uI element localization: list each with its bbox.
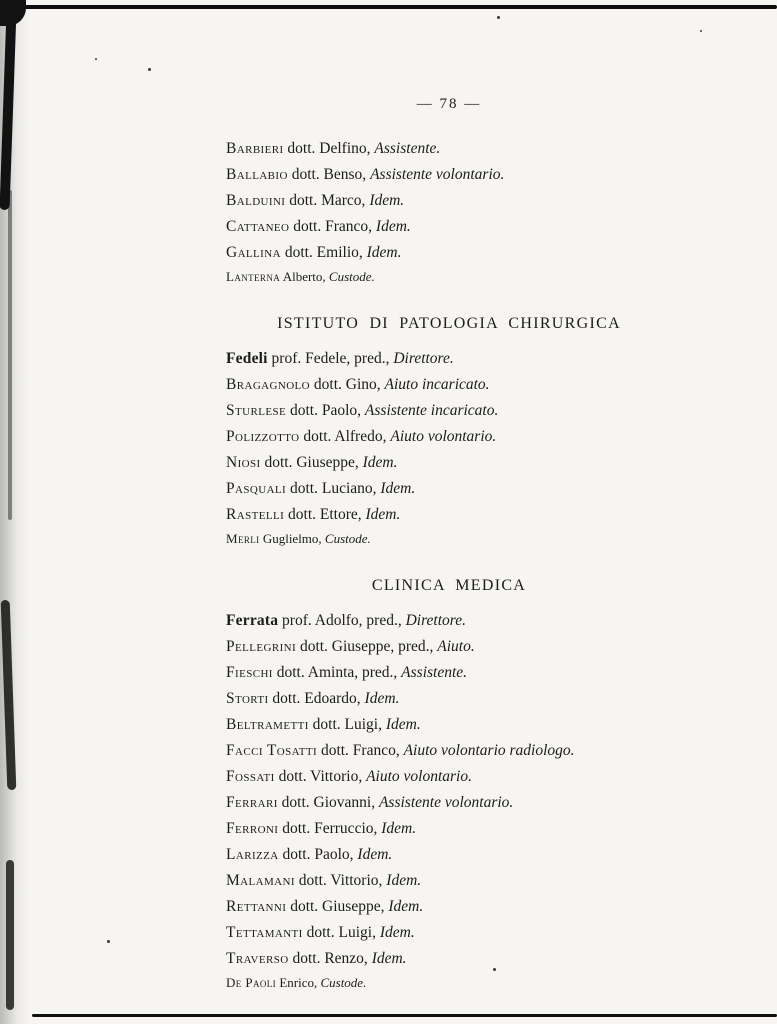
- scan-speck: [107, 940, 110, 943]
- entry-text: dott. Edoardo,: [272, 690, 361, 707]
- entry-role: Assistente incaricato.: [364, 402, 499, 419]
- entry-role: Assistente.: [401, 664, 468, 681]
- staff-entry: [226, 479, 672, 498]
- staff-entry: [226, 793, 672, 812]
- section-continuation: [226, 139, 672, 285]
- section-clinica-medica: [226, 577, 672, 991]
- surname: Merli: [226, 531, 260, 546]
- scan-bottom-edge-line: [32, 1014, 777, 1017]
- entry-role: Idem.: [380, 480, 416, 497]
- staff-entry: [226, 139, 672, 158]
- staff-entry: [226, 637, 672, 656]
- staff-entry: [226, 453, 672, 472]
- surname: De Paoli: [226, 975, 277, 990]
- staff-entry: [226, 923, 672, 942]
- entry-text: dott. Gino,: [313, 376, 381, 393]
- entry-role: Idem.: [388, 898, 424, 915]
- staff-entry: [226, 741, 672, 760]
- entry-role: Idem.: [362, 454, 398, 471]
- staff-entry: [226, 401, 672, 420]
- surname: Sturlese: [226, 402, 287, 419]
- entry-text: dott. Renzo,: [292, 950, 368, 967]
- entry-role: Idem.: [386, 872, 422, 889]
- entry-text: dott. Vittorio,: [278, 768, 363, 785]
- staff-entry: [226, 217, 672, 236]
- staff-entry: [226, 845, 672, 864]
- entry-role: Direttore.: [393, 350, 454, 367]
- entry-role: Assistente.: [374, 140, 441, 157]
- surname: Niosi: [226, 454, 261, 471]
- entry-role: Idem.: [365, 506, 401, 523]
- surname: Facci Tosatti: [226, 742, 318, 759]
- staff-entry: [226, 611, 672, 630]
- scan-speck: [148, 68, 151, 71]
- surname: Cattaneo: [226, 218, 290, 235]
- surname: Lanterna: [226, 269, 281, 284]
- staff-entry: [226, 663, 672, 682]
- staff-entry: [226, 897, 672, 916]
- entry-text: dott. Giuseppe,: [290, 898, 385, 915]
- staff-entry: [226, 531, 672, 547]
- entry-text: dott. Giovanni,: [281, 794, 376, 811]
- scan-speck: [95, 58, 97, 60]
- scan-speck: [700, 30, 702, 32]
- entry-text: Guglielmo,: [262, 531, 322, 546]
- entry-role: Idem.: [369, 192, 405, 209]
- entry-text: dott. Marco,: [289, 192, 366, 209]
- staff-entry: [226, 243, 672, 262]
- section-heading: CLINICA MEDICA: [371, 577, 527, 594]
- surname: Ferroni: [226, 820, 279, 837]
- entry-role: Idem.: [385, 716, 421, 733]
- entry-role: Idem.: [366, 244, 402, 261]
- surname: Balduini: [226, 192, 286, 209]
- entry-text: dott. Emilio,: [284, 244, 363, 261]
- scan-top-edge-line: [0, 5, 777, 9]
- staff-entry: [226, 191, 672, 210]
- entry-role: Aiuto volontario.: [390, 428, 497, 445]
- surname: Pellegrini: [226, 638, 297, 655]
- staff-entry: [226, 715, 672, 734]
- entry-role: Idem.: [371, 950, 407, 967]
- entry-text: dott. Ettore,: [288, 506, 362, 523]
- entry-text: dott. Franco,: [320, 742, 400, 759]
- staff-entry: [226, 349, 672, 368]
- entry-role: Aiuto volontario radiologo.: [403, 742, 575, 759]
- staff-entry: [226, 505, 672, 524]
- entry-text: prof. Adolfo, pred.,: [282, 612, 402, 629]
- entry-text: dott. Giuseppe, pred.,: [299, 638, 434, 655]
- surname: Fossati: [226, 768, 275, 785]
- staff-entry: [226, 165, 672, 184]
- entry-text: dott. Luigi,: [312, 716, 382, 733]
- entry-text: dott. Alfredo,: [303, 428, 387, 445]
- staff-entry: [226, 427, 672, 446]
- entry-role: Idem.: [375, 218, 411, 235]
- entry-role: Assistente volontario.: [378, 794, 514, 811]
- surname: Pasquali: [226, 480, 287, 497]
- surname: Traverso: [226, 950, 289, 967]
- surname: Rettanni: [226, 898, 287, 915]
- entry-text: prof. Fedele, pred.,: [271, 350, 390, 367]
- entry-role: Aiuto incaricato.: [384, 376, 490, 393]
- staff-entry: [226, 975, 672, 991]
- staff-entry: [226, 689, 672, 708]
- entry-text: dott. Luigi,: [306, 924, 376, 941]
- entry-text: dott. Ferruccio,: [282, 820, 378, 837]
- entry-text: dott. Paolo,: [289, 402, 362, 419]
- surname: Barbieri: [226, 140, 284, 157]
- surname: Ferrata: [226, 612, 279, 629]
- entry-role: Idem.: [357, 846, 393, 863]
- surname: Ferrari: [226, 794, 278, 811]
- scan-binding-streak: [6, 860, 14, 1010]
- section-patologia-chirurgica: [226, 315, 672, 547]
- entry-role: Direttore.: [405, 612, 467, 629]
- surname: Beltrametti: [226, 716, 309, 733]
- entry-text: dott. Luciano,: [289, 480, 377, 497]
- staff-entry: [226, 269, 672, 285]
- surname: Rastelli: [226, 506, 285, 523]
- entry-role: Custode.: [324, 531, 371, 546]
- entry-text: dott. Aminta, pred.,: [276, 664, 398, 681]
- surname: Bragagnolo: [226, 376, 311, 393]
- scan-binding-streak: [8, 190, 12, 520]
- surname: Ballabio: [226, 166, 288, 183]
- surname: Fedeli: [226, 350, 268, 367]
- entry-text: dott. Franco,: [293, 218, 373, 235]
- entry-role: Custode.: [328, 269, 375, 284]
- entry-text: dott. Giuseppe,: [264, 454, 359, 471]
- entry-role: Aiuto volontario.: [366, 768, 472, 785]
- entry-text: Enrico,: [279, 975, 318, 990]
- surname: Storti: [226, 690, 269, 707]
- entry-text: Alberto,: [282, 269, 326, 284]
- page-number: — 78 —: [416, 96, 482, 112]
- entry-text: dott. Delfino,: [287, 140, 371, 157]
- surname: Gallina: [226, 244, 281, 261]
- page-content: [226, 96, 672, 997]
- staff-entry: [226, 871, 672, 890]
- surname: Polizzotto: [226, 428, 300, 445]
- entry-text: dott. Benso,: [291, 166, 367, 183]
- staff-entry: [226, 767, 672, 786]
- surname: Tettamanti: [226, 924, 303, 941]
- entry-text: dott. Vittorio,: [298, 872, 383, 889]
- entry-role: Idem.: [364, 690, 400, 707]
- entry-role: Idem.: [379, 924, 415, 941]
- entry-role: Aiuto.: [437, 638, 475, 655]
- staff-entry: [226, 819, 672, 838]
- surname: Larizza: [226, 846, 279, 863]
- surname: Malamani: [226, 872, 295, 889]
- scan-speck: [497, 16, 500, 19]
- surname: Fieschi: [226, 664, 273, 681]
- entry-text: dott. Paolo,: [282, 846, 354, 863]
- staff-entry: [226, 375, 672, 394]
- section-heading: ISTITUTO DI PATOLOGIA CHIRURGICA: [277, 315, 621, 332]
- entry-role: Custode.: [320, 975, 367, 990]
- entry-role: Idem.: [381, 820, 417, 837]
- staff-entry: [226, 949, 672, 968]
- entry-role: Assistente volontario.: [370, 166, 505, 183]
